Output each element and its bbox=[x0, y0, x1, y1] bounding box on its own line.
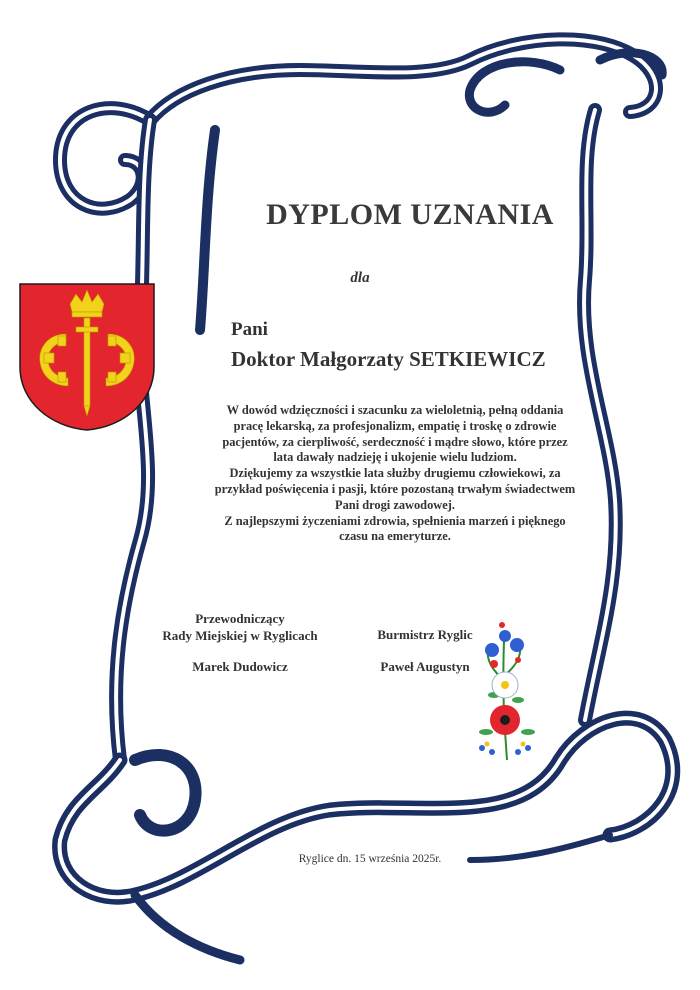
body-line: przykład poświęcenia i pasji, które pozostaną trwałym świadectwem bbox=[214, 481, 576, 496]
body-line: Z najlepszymi życzeniami zdrowia, spełnienia marzeń i pięknego bbox=[224, 513, 566, 528]
coat-of-arms-icon bbox=[18, 282, 156, 432]
left-signatory-title-line1: Przewodniczący bbox=[195, 611, 285, 626]
left-signatory-name: Marek Dudowicz bbox=[192, 659, 288, 674]
body-line: lata dawały nadzieję i ukojenie wielu ludziom. bbox=[273, 450, 517, 465]
left-signatory-title bbox=[140, 610, 340, 644]
body-line: W dowód wdzięczności i szacunku za wieloletnią, pełną oddania bbox=[226, 403, 564, 417]
diploma-body bbox=[190, 403, 600, 545]
right-signatory-name: Paweł Augustyn bbox=[380, 659, 470, 674]
recipient-name: Doktor Małgorzaty SETKIEWICZ bbox=[231, 347, 546, 371]
salutation: Pani bbox=[231, 319, 268, 340]
place-and-date: Ryglice dn. 15 września 2025r. bbox=[298, 853, 442, 865]
right-signatory-title: Burmistrz Ryglic bbox=[377, 627, 473, 642]
body-line: pracę lekarską, za profesjonalizm, empatię i troskę o zdrowie bbox=[233, 418, 557, 433]
diploma-title: DYPLOM UZNANIA bbox=[266, 198, 554, 231]
body-line: pacjentów, za cierpliwość, serdeczność i mądre słowo, które przez bbox=[222, 434, 568, 449]
body-line: Pani drogi zawodowej. bbox=[335, 497, 455, 512]
left-signatory-title-line2: Rady Miejskiej w Ryglicach bbox=[162, 628, 318, 643]
for-label: dla bbox=[350, 270, 370, 286]
body-line: czasu na emeryturze. bbox=[339, 529, 451, 544]
body-line: Dziękujemy za wszystkie lata służby drugiemu człowiekowi, za bbox=[229, 466, 561, 481]
